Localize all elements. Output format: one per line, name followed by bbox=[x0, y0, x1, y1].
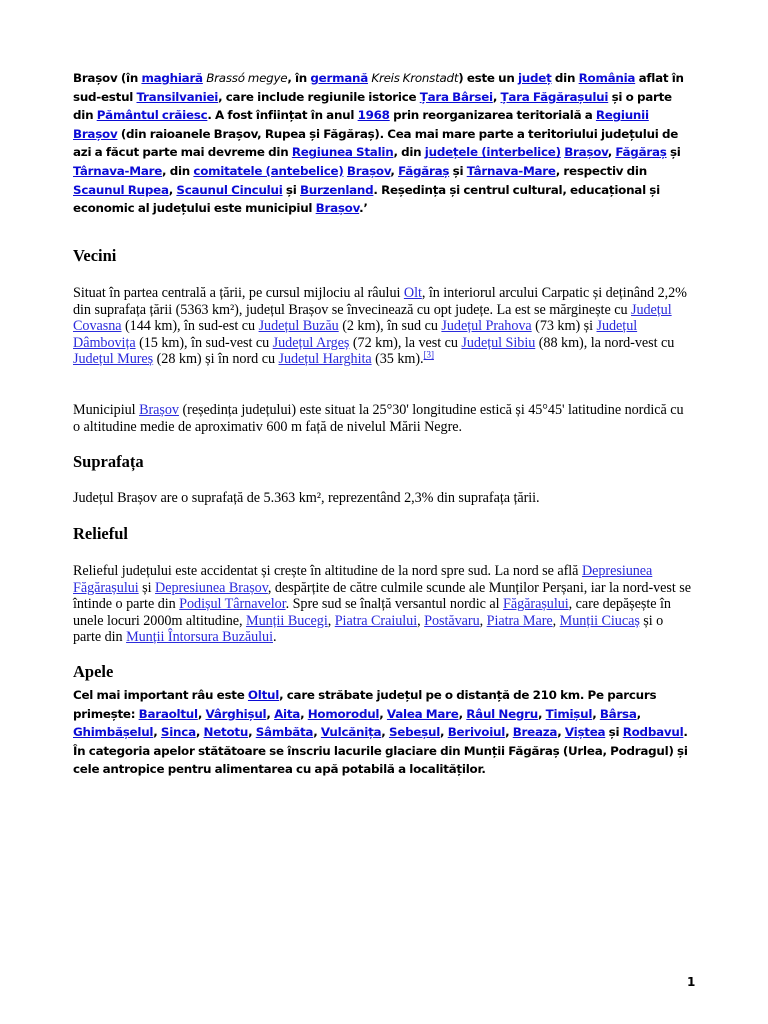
link-comitatele-antebelice[interactable]: comitatele (antebelice) bbox=[193, 163, 344, 178]
link-olt[interactable]: Olt bbox=[403, 285, 422, 301]
link-judetul-sibiu[interactable]: Județul Sibiu bbox=[461, 334, 536, 351]
link-river[interactable]: Râul Negru bbox=[466, 706, 538, 721]
link-river[interactable]: Sinca bbox=[160, 725, 196, 740]
text-run: .’ bbox=[359, 201, 368, 216]
text-run: , bbox=[492, 89, 501, 104]
text-run: . Reședința și centrul cultural, educațional și economic al județului este municipiul bbox=[73, 182, 660, 216]
text-run: (reședința județului) este situat la 25°30' longitudine estică și 45°45' latitudine nordică cu o altitudine medie de aproximativ 600 m față de nivelul Mării Negre. bbox=[73, 402, 684, 435]
link-romania[interactable]: România bbox=[578, 71, 636, 85]
text-run: (72 km), la vest cu bbox=[349, 334, 462, 351]
text-run: , bbox=[168, 182, 177, 197]
text-run: , bbox=[417, 612, 425, 629]
text-run: , care include regiunile istorice bbox=[218, 89, 420, 104]
text-run: , bbox=[479, 612, 487, 629]
link-transilvaniei[interactable]: Transilvaniei bbox=[136, 89, 219, 104]
separator: , bbox=[381, 725, 389, 740]
separator: , bbox=[636, 706, 641, 721]
text-run: , în bbox=[287, 71, 311, 85]
separator: , bbox=[153, 725, 161, 740]
link-judetul-harghita[interactable]: Județul Harghita bbox=[278, 351, 372, 368]
link-tarnava-mare[interactable]: Târnava-Mare bbox=[73, 163, 163, 178]
link-river[interactable]: Sâmbăta bbox=[255, 725, 314, 740]
text-run: Cel mai important râu este bbox=[73, 688, 248, 702]
text-run: (28 km) și în nord cu bbox=[153, 351, 279, 368]
separator: , bbox=[537, 706, 546, 721]
link-judetul-prahova[interactable]: Județul Prahova bbox=[441, 318, 532, 335]
text-run: . bbox=[273, 629, 277, 646]
text-run: Relieful județului este accidentat și crește în altitudine de la nord spre sud. La nord se află bbox=[73, 563, 582, 579]
relieful-paragraph bbox=[73, 563, 693, 646]
page-number: 1 bbox=[687, 975, 696, 989]
text-run: din bbox=[551, 71, 579, 85]
link-river[interactable]: Homorodul bbox=[307, 706, 380, 721]
link-fagaras-comitat[interactable]: Făgăraș bbox=[398, 163, 450, 178]
text-run: , din bbox=[162, 163, 194, 178]
link-regiunii-brasov[interactable]: Regiunii Brașov bbox=[73, 108, 649, 141]
link-river[interactable]: Viștea bbox=[564, 725, 606, 740]
link-tara-barsei[interactable]: Țara Bârsei bbox=[419, 89, 493, 104]
text-run: (din raioanele Brașov, Rupea și Făgăraș). Cea mai mare parte a teritoriului județului de azi a făcut parte mai devreme din bbox=[73, 126, 679, 160]
text-run: și bbox=[666, 145, 681, 160]
link-tara-fagarasului[interactable]: Țara Făgărașului bbox=[500, 89, 609, 104]
link-river[interactable]: Valea Mare bbox=[386, 706, 459, 721]
link-tarnava-mare-comitat[interactable]: Târnava-Mare bbox=[466, 163, 556, 178]
link-germana[interactable]: germană bbox=[310, 71, 368, 85]
text-run: prin reorganizarea teritorială a bbox=[389, 108, 596, 123]
link-depresiunea-brasov[interactable]: Depresiunea Brașov bbox=[155, 579, 268, 596]
link-municipiul-brasov[interactable]: Brașov bbox=[315, 201, 360, 216]
text-run: (73 km) și bbox=[531, 318, 597, 335]
text-run: , bbox=[390, 163, 399, 178]
link-brasov-comitat[interactable]: Brașov bbox=[346, 163, 391, 178]
link-fagaras[interactable]: Făgăraș bbox=[615, 145, 667, 160]
separator: , bbox=[440, 725, 448, 740]
text-run: . Spre sud se înalță versantul nordic al bbox=[285, 596, 504, 613]
link-judetele-interbelice[interactable]: județele (interbelice) bbox=[424, 145, 561, 160]
text-run: , care depășește în unele locuri 2000m altitudine, bbox=[73, 596, 671, 629]
separator: , bbox=[248, 725, 256, 740]
link-river[interactable]: Ghimbășelul bbox=[73, 725, 154, 740]
text-run: , în interiorul arcului Carpatic și deținând 2,2% din suprafața țării (5363 km²), județul Brașov se învecinează cu opt județe. La est se mărginește cu bbox=[73, 285, 687, 318]
text-run: , bbox=[607, 145, 616, 160]
text-run: (2 km), în sud cu bbox=[338, 318, 442, 335]
text-run: , despărțite de către culmile scunde ale Munților Perșani, iar la nord-vest se întinde o parte din bbox=[73, 579, 691, 613]
heading-suprafata: Suprafața bbox=[73, 452, 144, 471]
link-muntii-bucegi[interactable]: Munții Bucegi bbox=[246, 612, 328, 629]
link-judetul-mures[interactable]: Județul Mureș bbox=[73, 351, 154, 368]
link-river[interactable]: Vulcănița bbox=[320, 725, 382, 740]
link-brasov[interactable]: Brașov bbox=[564, 145, 608, 160]
separator: , bbox=[505, 725, 513, 740]
link-judetul-buzau[interactable]: Județul Buzău bbox=[258, 318, 339, 335]
link-podisul-tarnavelor[interactable]: Podișul Târnavelor bbox=[179, 596, 286, 613]
link-muntii-intorsura-buzaului[interactable]: Munții Întorsura Buzăului bbox=[126, 629, 273, 646]
separator: , bbox=[266, 706, 275, 721]
text-run: Municipiul bbox=[73, 402, 140, 418]
link-maghiara[interactable]: maghiară bbox=[141, 71, 203, 85]
apele-paragraph bbox=[73, 686, 693, 779]
text-run: aflat în sud-estul bbox=[73, 71, 684, 104]
link-river[interactable]: Breaza bbox=[512, 725, 558, 740]
text-run: și o parte din bbox=[73, 89, 672, 123]
text-run: și bbox=[282, 182, 300, 197]
link-piatra-craiului[interactable]: Piatra Craiului bbox=[334, 612, 418, 629]
link-scaunul-rupea[interactable]: Scaunul Rupea bbox=[73, 182, 169, 197]
link-burzenland[interactable]: Burzenland bbox=[299, 182, 374, 197]
text-run: Situat în partea centrală a țării, pe cursul mijlociu al râului bbox=[73, 285, 404, 301]
link-river[interactable]: Vârghișul bbox=[205, 706, 267, 721]
reference-link[interactable]: [3] bbox=[423, 349, 434, 360]
link-piatra-mare[interactable]: Piatra Mare bbox=[486, 612, 553, 629]
link-1968[interactable]: 1968 bbox=[357, 108, 390, 123]
link-river[interactable]: Sebeșul bbox=[388, 725, 441, 740]
link-river[interactable]: Aita bbox=[274, 706, 301, 721]
separator: , bbox=[313, 725, 321, 740]
heading-apele: Apele bbox=[73, 662, 114, 681]
text-run: Brașov (în bbox=[73, 71, 142, 85]
text-run: și bbox=[449, 163, 467, 178]
text-run: . În categoria apelor stătătoare se înscriu lacurile glaciare din Munții Făgăraș (Urlea, Podragul) și cele antropice pentru alimentarea cu apă potabilă a localităților. bbox=[73, 725, 688, 777]
link-judetul-arges[interactable]: Județul Argeș bbox=[272, 334, 350, 351]
link-river[interactable]: Baraoltul bbox=[138, 706, 198, 721]
link-regiunea-stalin[interactable]: Regiunea Stalin bbox=[291, 145, 394, 160]
text-run: Brassó megye bbox=[206, 71, 288, 85]
text-run: (88 km), la nord-vest cu bbox=[535, 334, 675, 351]
separator: , bbox=[592, 706, 600, 721]
text-run: . A fost înființat în anul bbox=[207, 108, 358, 123]
link-oltul[interactable]: Oltul bbox=[247, 688, 280, 702]
link-pamantul-craiesc[interactable]: Pământul crăiesc bbox=[96, 108, 208, 123]
link-postavaru[interactable]: Postăvaru bbox=[424, 612, 480, 629]
vecini-paragraph bbox=[73, 285, 693, 368]
text-run: (15 km), în sud-vest cu bbox=[135, 334, 273, 351]
separator: , bbox=[458, 706, 467, 721]
link-river[interactable]: Berivoiul bbox=[447, 725, 506, 740]
heading-relieful: Relieful bbox=[73, 524, 128, 543]
separator: , bbox=[195, 725, 204, 740]
link-river[interactable]: Bârsa bbox=[599, 706, 637, 721]
link-depresiunea-fagarasului[interactable]: Depresiunea Făgărașului bbox=[73, 563, 653, 596]
link-judetul-covasna[interactable]: Județul Covasna bbox=[73, 301, 672, 335]
vecini-paragraph-2 bbox=[73, 402, 693, 435]
rivers-list bbox=[73, 707, 683, 740]
text-run: , bbox=[327, 612, 335, 629]
link-brasov-municipiu[interactable]: Brașov bbox=[139, 402, 179, 418]
link-judetul-dambovita[interactable]: Județul Dâmbovița bbox=[73, 318, 638, 351]
text-run: , bbox=[552, 612, 560, 629]
text-run: , din bbox=[393, 145, 425, 160]
link-muntii-ciucas[interactable]: Munții Ciucaș bbox=[559, 612, 640, 629]
separator: , bbox=[557, 725, 565, 740]
separator: și bbox=[605, 725, 623, 740]
separator: , bbox=[197, 706, 206, 721]
text-run: și o parte din bbox=[73, 612, 664, 646]
link-river[interactable]: Timișul bbox=[545, 706, 593, 721]
text-run: ) este un bbox=[458, 71, 518, 85]
link-fagarasului[interactable]: Făgărașului bbox=[503, 596, 569, 613]
link-judet[interactable]: județ bbox=[517, 71, 552, 85]
heading-vecini: Vecini bbox=[73, 246, 117, 265]
text-run: (144 km), în sud-est cu bbox=[121, 318, 259, 335]
text-run: , care străbate județul pe o distanță de 210 km. Pe parcurs primește: bbox=[73, 688, 657, 721]
separator: , bbox=[379, 706, 387, 721]
text-run: (35 km). bbox=[371, 351, 424, 368]
text-run: , respectiv din bbox=[555, 163, 647, 178]
suprafata-paragraph: Județul Brașov are o suprafață de 5.363 km², reprezentând 2,3% din suprafața țării. bbox=[73, 490, 540, 506]
text-run: și bbox=[138, 579, 156, 596]
link-river[interactable]: Rodbavul bbox=[622, 725, 684, 740]
link-river[interactable]: Netotu bbox=[203, 725, 249, 740]
link-scaunul-cincului[interactable]: Scaunul Cincului bbox=[176, 182, 283, 197]
separator: , bbox=[300, 706, 308, 721]
intro-paragraph bbox=[73, 69, 693, 218]
text-run: Kreis Kronstadt bbox=[371, 71, 459, 85]
